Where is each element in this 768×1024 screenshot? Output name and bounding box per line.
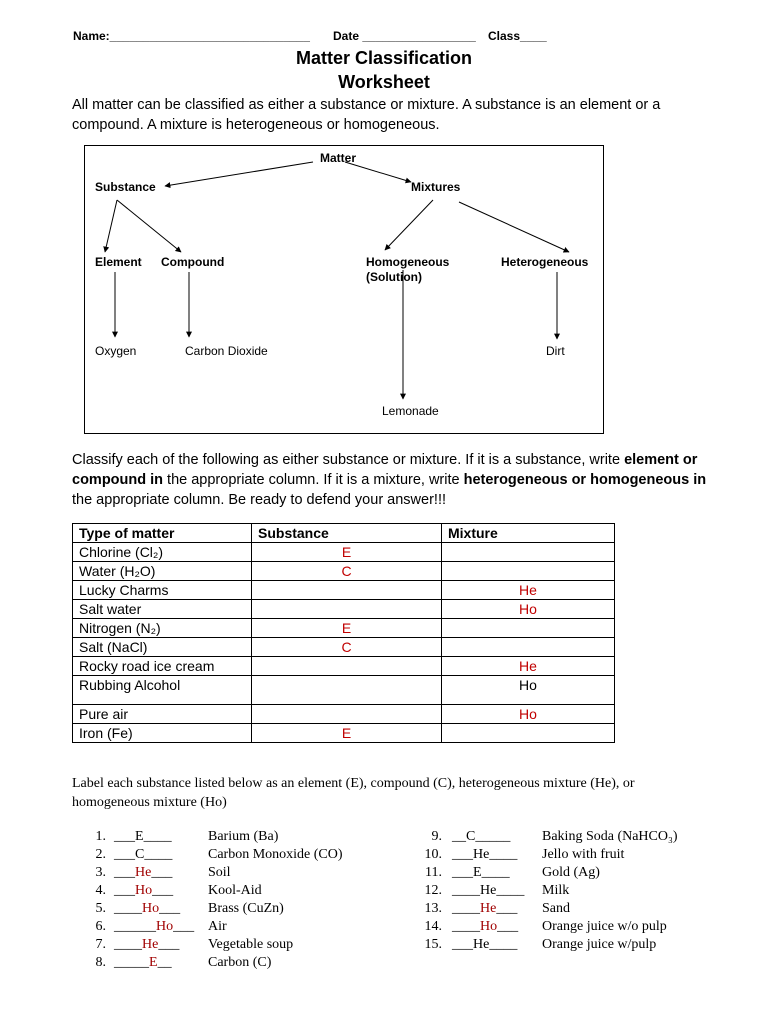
row-substance — [252, 600, 442, 619]
row-type: Salt water — [73, 600, 252, 619]
list-item: 3. ___He___ Soil — [95, 865, 231, 880]
table-row — [73, 724, 615, 743]
diagram-substance-label: Substance — [95, 180, 156, 194]
table-header-row — [73, 524, 615, 543]
table-row — [73, 705, 615, 724]
answer-list-right — [414, 828, 754, 954]
table-row — [73, 600, 615, 619]
table-row — [73, 543, 615, 562]
row-type: Pure air — [73, 705, 252, 724]
diagram-oxygen-label: Oxygen — [95, 344, 137, 358]
header-mixture: Mixture — [442, 524, 615, 543]
diagram-heterogeneous-label: Heterogeneous — [501, 255, 589, 269]
row-substance: E — [252, 543, 442, 562]
row-type: Salt (NaCl) — [73, 638, 252, 657]
list-item: 13. ____He___ Sand — [424, 901, 570, 916]
classify-instructions: Classify each of the following as either substance or mixture. If it is a substance, write element or compound in the appropriate column. If it is a mixture, write heterogeneous or homogeneous in the appropriate column. Be ready to defend your answer!!! — [72, 452, 707, 508]
row-mixture: He — [442, 657, 615, 676]
row-mixture: Ho — [442, 600, 615, 619]
matter-table — [72, 523, 615, 743]
row-type: Rocky road ice cream — [73, 657, 252, 676]
answer-list-left — [76, 828, 396, 972]
arrow-substance-element — [105, 200, 117, 252]
row-substance — [252, 676, 442, 705]
row-substance — [252, 657, 442, 676]
arrow-matter-mixtures — [345, 162, 411, 182]
list-item: 2. ___C____ Carbon Monoxide (CO) — [95, 847, 343, 862]
list-item: 14. ____Ho___ Orange juice w/o pulp — [424, 919, 667, 934]
list-item: 6. ______Ho___ Air — [95, 919, 227, 934]
list-item: 11. ___E____ Gold (Ag) — [425, 865, 600, 880]
diagram-solution-label: (Solution) — [366, 270, 422, 284]
row-mixture — [442, 543, 615, 562]
diagram-dirt-label: Dirt — [546, 344, 565, 358]
list-item: 4. ___Ho___ Kool-Aid — [95, 883, 262, 898]
row-mixture — [442, 562, 615, 581]
row-mixture: He — [442, 581, 615, 600]
classification-diagram — [84, 145, 604, 434]
diagram-mixtures-label: Mixtures — [411, 180, 461, 194]
diagram-arrows — [85, 146, 605, 435]
arrow-matter-substance — [165, 162, 313, 186]
diagram-compound-label: Compound — [161, 255, 225, 269]
list-item: 15. ___He____ Orange juice w/pulp — [424, 937, 657, 952]
row-mixture — [442, 619, 615, 638]
list-item: 8. _____E__ Carbon (C) — [95, 955, 272, 970]
arrow-mixtures-homogeneous — [385, 200, 433, 250]
arrow-substance-compound — [117, 200, 181, 252]
list-item: 1. ___E____ Barium (Ba) — [95, 829, 279, 844]
list-item: 7. ____He___ Vegetable soup — [95, 937, 294, 952]
name-field-label: Name:______________________________ — [73, 29, 310, 43]
row-substance: C — [252, 638, 442, 657]
row-mixture: Ho — [442, 676, 615, 705]
table-row — [73, 562, 615, 581]
row-type: Rubbing Alcohol — [73, 676, 252, 705]
row-mixture — [442, 724, 615, 743]
row-type: Lucky Charms — [73, 581, 252, 600]
row-type: Water (H₂O) — [73, 562, 252, 581]
list-item: 5. ____Ho___ Brass (CuZn) — [95, 901, 284, 916]
date-field-label: Date _________________ — [333, 29, 476, 43]
list-item: 12. ____He____ Milk — [424, 883, 570, 898]
row-mixture — [442, 638, 615, 657]
header-substance: Substance — [252, 524, 442, 543]
diagram-homogeneous-label: Homogeneous — [366, 255, 450, 269]
page-title-line2: Worksheet — [338, 72, 430, 92]
row-type: Iron (Fe) — [73, 724, 252, 743]
row-type: Nitrogen (N₂) — [73, 619, 252, 638]
page-title-line1: Matter Classification — [295, 48, 473, 68]
label-instructions: Label each substance listed below as an element (E), compound (C), heterogeneous mixture (He), or homogeneous mixture (Ho) — [72, 776, 635, 810]
table-row — [73, 638, 615, 657]
diagram-element-label: Element — [95, 255, 142, 269]
diagram-co2-label: Carbon Dioxide — [185, 344, 268, 358]
table-row — [73, 657, 615, 676]
table-row — [73, 676, 615, 705]
header-type: Type of matter — [73, 524, 252, 543]
table-row — [73, 619, 615, 638]
arrow-mixtures-heterogeneous — [459, 202, 569, 252]
intro-paragraph: All matter can be classified as either a substance or mixture. A substance is an element or a compound. A mixture is heterogeneous or homogeneous. — [72, 97, 661, 133]
row-mixture: Ho — [442, 705, 615, 724]
row-substance: E — [252, 619, 442, 638]
list-item: 10. ___He____ Jello with fruit — [424, 847, 625, 862]
list-item: 9. __C_____ Baking Soda (NaHCO₃) — [431, 829, 678, 844]
row-substance: E — [252, 724, 442, 743]
row-substance: C — [252, 562, 442, 581]
row-substance — [252, 581, 442, 600]
row-substance — [252, 705, 442, 724]
diagram-matter-label: Matter — [320, 151, 357, 165]
class-field-label: Class____ — [488, 29, 547, 43]
diagram-lemonade-label: Lemonade — [382, 404, 439, 418]
table-row — [73, 581, 615, 600]
row-type: Chlorine (Cl₂) — [73, 543, 252, 562]
